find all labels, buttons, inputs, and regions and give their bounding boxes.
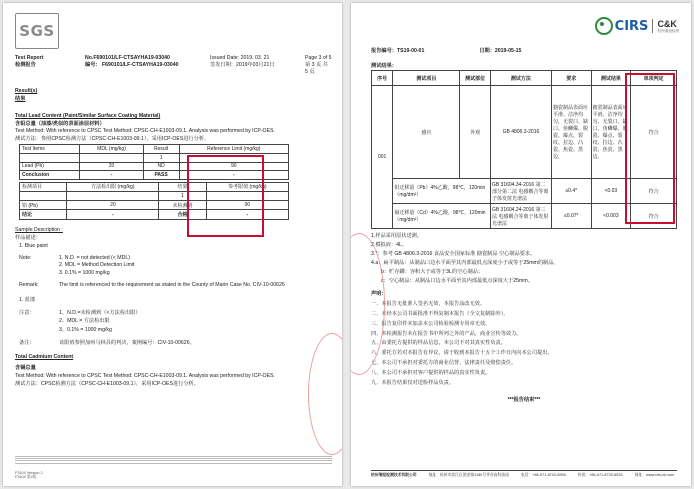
note-text: 2、MDL = 方法检出限 [59,318,110,325]
company-website: 网址：www.cirs-ck.com [634,473,675,477]
table-header: 测试方法 [490,71,551,86]
sample-item-cn: 1. 蓝漆 [19,296,36,303]
company-fax: 传真：+86-571-8720-6533 [577,473,623,477]
table-cell: - [179,171,288,180]
form-version-cn: F3104 第2版 [15,475,37,479]
note-line: 3.*：参考 GB 4806.3-2016 食品安全国家标准 搪瓷制品 空心制品要求。 [371,251,536,258]
remark-label: Remark: [19,281,39,288]
lead-method-en: Test Method: With reference to CPSC Test Method: CPSC-CH-E1003-09.1. Analysis was performed by ICP-OES. [15,128,275,135]
declaration-line: 三、报告复印件未加盖本公司检验检测专用章无效。 [371,320,491,327]
table-header: Test Items [20,145,80,154]
declaration-line: 六、委托方若对本报告有异议，请于收到本报告十五个工作日内向本公司提出。 [371,350,553,357]
company-phone: 电话：+86-571-8720-6555 [520,473,566,477]
table-cell: 90 [206,200,288,210]
table-cell: ≤0.4* [551,179,591,204]
table-cell: ≤0.07* [551,204,591,229]
sample-description-cn: 样品描述： [15,235,41,242]
note-label: Note: [19,254,32,261]
row-number: 001 [372,86,393,229]
note-label [19,317,59,324]
declaration-line: 一、本报告无批准人签名无效，本报告涂改无效。 [371,301,486,308]
table-cell: 搪瓷制品表面应平滑、洁净均匀，无裂口、缺口、鱼鳞爆、脱瓷、爆点、裂纹、拉边、凸瓷、焦瓷、黑边， [551,86,591,179]
report-label-cn: 检测报告 [15,62,36,68]
note-line: b：贮存罐：容积大于或等于3L的空心制品； [381,269,484,276]
table-cell: ND [143,162,179,171]
table-header: 单项判定 [631,71,677,86]
table-cell: GB 4806.3-2016 [490,86,551,179]
cirs-declarations [371,290,677,385]
note-line: c：空心制品：从制品口边水平面至其内部最低点深度大于25mm。 [381,278,533,285]
note-line: 1.样品采用原状送测。 [371,233,423,240]
cirs-footer [371,470,677,478]
test-results-title: 测试结果： [371,63,397,70]
declaration-line: 七、本公司不承担对委托方的商业信誉、法律责任及赔偿责任。 [371,359,517,366]
table-cell: 1 [143,153,179,162]
cadmium-method-en: Test Method: With reference to CPSC Test Method: CPSC-CH-E1003-09.1. Analysis was performed by ICP-OES. [15,372,275,379]
cirs-logo-text: CIRS [614,18,649,34]
issued-date-cn: 签发日期：2019年03月21日 [210,62,275,68]
table-header: 结果 [159,182,206,192]
lead-method-cn: 测试方法：参照CPSC检测方法（CPSC-CH-E1003-09.1），采用ICP-OES进行分析。 [15,136,210,143]
cirs-notes [371,232,677,284]
remark-text: The limit is referenced to the requirement as stated in the County of Marin Case No. CIV-10-00626 [59,281,285,288]
table-cell [20,153,80,162]
table-cell: 90 [179,162,288,171]
company-name: 杭州瑞旭检测技术有限公司 [371,473,417,477]
lead-title-cn: 含铅总量（油漆/类似的表面涂层材料） [15,120,105,127]
table-header: 检测项目 [20,182,67,192]
table-cell: 感官 [393,86,460,179]
note-text: 1. N.D. = not detected (< MDL) [59,254,130,261]
sample-description-en: Sample Description : [15,227,63,234]
note-text: 1、N.D.=未检测到（<方法检出限） [59,309,141,316]
table-cell: GB 31604.34-2016 第二部分第二法 电感耦合等离子体发射光谱法 [490,179,551,204]
note-label [19,270,59,276]
remark-label: 备注： [19,339,35,346]
sgs-report-page [3,3,342,486]
table-header: 参考限值 (mg/kg) [206,182,288,192]
table-header: 测试项目 [393,71,460,86]
table-cell: 未检测到 [159,200,206,210]
table-cell: 20 [67,200,159,210]
table-cell: 符合 [631,204,677,229]
table-cell: - [206,210,288,220]
lead-title-en: Total Lead Content (Paint/Similar Surface Coating Material) [15,112,161,119]
result-column-highlight [187,155,264,237]
table-cell: 合格 [159,210,206,220]
report-end-marker: ***报告结束*** [507,396,541,403]
logo-divider [652,19,653,33]
declaration-title: 声明： [371,291,387,298]
note-label [19,262,59,268]
notes-en [19,255,330,288]
table-cell: 外观 [460,86,491,179]
sgs-logo: SGS [15,13,59,49]
ck-logo-subtext: 杭州瑞旭检测 [657,28,679,33]
table-cell: - [67,210,159,220]
table-header: Reference Limit (mg/kg) [179,145,288,154]
declaration-line: 五、由委托方提供的样品信息，本公司不对其真实性负责。 [371,340,506,347]
results-heading-en: Result(s) [15,88,38,95]
note-text: 2. MDL = Method Detection Limit [59,262,135,269]
sgs-fine-print [15,456,332,464]
cirs-report-page [351,3,691,486]
cirs-report-header [371,47,671,54]
table-cell: 铅 (Pb) [20,200,67,210]
report-number-cn: 编号： F690101/LF-CTSAYHA19-03040 [85,62,179,68]
sgs-report-body [15,87,330,388]
cirs-report-date: 日期：2019-05-15 [479,48,522,54]
cirs-logo [595,17,679,35]
cirs-globe-icon [595,17,613,35]
results-heading-cn: 结果 [15,96,26,103]
table-cell: 符合 [631,86,677,179]
table-header: 测试部位 [460,71,491,86]
declaration-line: 八、本公司不承担对客户提供的样品的真实性负责。 [371,369,491,376]
note-text: 3、0.1% = 1000 mg/kg [59,326,112,333]
judgement-column-highlight [625,73,675,224]
table-header: MDL (mg/kg) [80,145,143,154]
table-cell [80,153,143,162]
table-cell: 20 [80,162,143,171]
sgs-report-header [15,55,332,75]
report-label-en: Test Report [15,55,44,61]
table-header: 序号 [372,71,393,86]
table-cell: 符合 [631,179,677,204]
ck-logo-text: C&K [657,18,677,29]
cadmium-title-en: Total Cadmium Content [15,354,74,361]
cadmium-method-cn: 测试方法：CPSC检测方法（CPSC-CH-E1003-09.1），采用ICP-OES进行分析。 [15,380,199,387]
table-cell: 铅迁移量（Pb）4%乙酸，98℃，120min（mg/dm²） [393,179,491,204]
page-number-cn: 第 3 页 共 5 页 [305,62,328,75]
table-header: Result [143,145,179,154]
table-cell: GB 31604.24-2016 第三法 电感耦合等离子体发射光谱法 [490,204,551,229]
table-cell: 搪瓷制品表面应平滑、洁净均匀，无裂口、缺口、鱼鳞爆、脱瓷、爆点、裂纹、拉边、凸瓷、焦瓷、黑边， [591,86,631,179]
note-label: 注意： [19,309,35,316]
note-line: 4.a：扁平制品：从制品口边水平面至其内部最低点深度小于或等于25mm的制品。 [371,260,559,267]
table-cell: Lead (Pb) [20,162,80,171]
table-cell: 结论 [20,210,67,220]
cirs-report-number: 报告编号：TS19-00-01 [371,48,425,54]
table-cell [20,192,67,201]
table-cell: Conclusion [20,171,80,180]
note-text: 3. 0.1% = 1000 mg/kg [59,269,110,276]
table-cell: - [80,171,143,180]
issued-date-en: Issued Date: 2019. 03. 21 [210,55,270,61]
declaration-line: 二、未经本公司书面批准不得复制本报告（全文复制除外）。 [371,310,509,317]
form-version: F3104 Version 2 [15,471,43,475]
company-address: 地址：杭州市滨江区滨安路1180号华业高科技园 [428,473,509,477]
notes-cn [19,309,330,346]
table-cell: PASS [143,171,179,180]
report-number-en: No.F690101/LF-CTSAYHA19-03040 [85,55,170,61]
table-cell [67,192,159,201]
page-number-en: Page 3 of 5 [305,55,332,61]
cadmium-title-cn: 含镉总量 [15,365,36,372]
table-cell: <0.003 [591,204,631,229]
declaration-line: 四、本检测报告未在报告书中所列之外的产品，商业宣传等效力。 [371,330,522,337]
sample-item-en: 1. Blue paint [19,242,48,249]
table-header: 方法检出限 (mg/kg) [67,182,159,192]
table-header: 要求 [551,71,591,86]
table-cell: 镉迁移量（Cd）4%乙酸，98℃，120min（mg/dm²） [393,204,491,229]
sgs-footer [15,471,332,480]
table-cell: <0.03 [591,179,631,204]
note-line: 2.模拟液：4L。 [371,242,408,249]
table-header: 测试结果 [591,71,631,86]
table-cell: 1 [159,192,206,201]
note-label [19,326,59,333]
remark-text: 该限值参照加州马林县的判决，案例编号：CIV-10-00626。 [59,339,195,346]
declaration-line: 九、本报告结果仅对送检样品负责。 [371,379,455,386]
